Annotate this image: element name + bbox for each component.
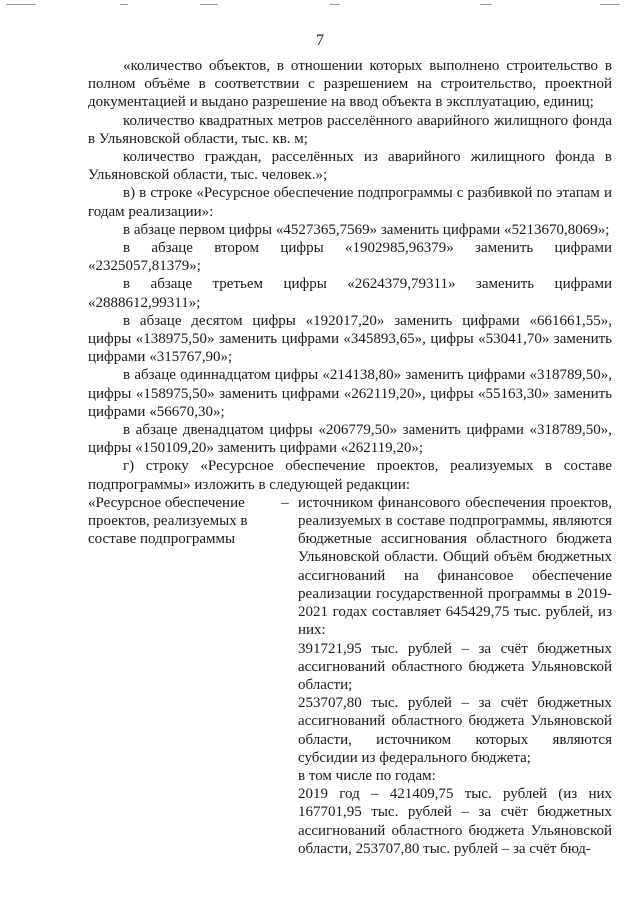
- table-right-paragraph: источником финансового обеспечения проектов, реализуемых в составе подпрограммы, являются бюджетные ассигнования областного бюджета Ульяновской области. Общий объём бюджетных ассигнований на финансовое обеспечение реализации государственной программы в 2019-2021 годах составляет 645429,75 тыс. рублей, из них:: [298, 494, 612, 639]
- paragraph: в абзаце первом цифры «4527365,7569» заменить цифрами «5213670,8069»;: [123, 221, 610, 238]
- document-body: [88, 57, 612, 858]
- paragraph: в) в строке «Ресурсное обеспечение подпрограммы с разбивкой по этапам и годам реализации»:: [88, 185, 612, 220]
- paragraph: «количество объектов, в отношении которых выполнено строительство в полном объёме в соответствии с разрешением на строительство, проектной документацией и выдано разрешение на ввод объекта в эксплуатацию, единиц;: [88, 58, 612, 111]
- table-dash: –: [281, 494, 289, 511]
- paragraph: г) строку «Ресурсное обеспечение проектов, реализуемых в составе подпрограммы» изложить в следующей редакции:: [88, 458, 612, 493]
- page-number: 7: [316, 32, 324, 49]
- paragraph: количество квадратных метров расселённого аварийного жилищного фонда в Ульяновской области, тыс. кв. м;: [88, 112, 612, 147]
- table-right-paragraph: 391721,95 тыс. рублей – за счёт бюджетных ассигнований областного бюджета Ульяновской области;: [298, 640, 612, 693]
- scan-artifact: [0, 0, 640, 12]
- paragraph: в абзаце одиннадцатом цифры «214138,80» заменить цифрами «318789,50», цифры «158975,50» заменить цифрами «262119,20», цифры «55163,30» заменить цифрами «56670,30»;: [88, 367, 612, 420]
- table-right-cell: [298, 494, 612, 858]
- paragraph: в абзаце втором цифры «1902985,96379» заменить цифрами «2325057,81379»;: [88, 240, 612, 275]
- table-right-paragraph: в том числе по годам:: [298, 767, 436, 784]
- table-right-paragraph: 253707,80 тыс. рублей – за счёт бюджетных ассигнований областного бюджета Ульяновской области, источником которых являются субсидии из федерального бюджета;: [298, 695, 612, 766]
- table-left-cell: «Ресурсное обеспечение проектов, реализуемых в составе подпрограммы: [88, 494, 248, 548]
- paragraph: в абзаце двенадцатом цифры «206779,50» заменить цифрами «318789,50», цифры «150109,20» заменить цифрами «262119,20»;: [88, 422, 612, 457]
- paragraph: в абзаце третьем цифры «2624379,79311» заменить цифрами «2888612,99311»;: [88, 276, 612, 311]
- paragraph: в абзаце десятом цифры «192017,20» заменить цифрами «661661,55», цифры «138975,50» заменить цифрами «345893,65», цифры «53041,70» заменить цифрами «315767,90»;: [88, 312, 612, 366]
- table-right-paragraph: 2019 год – 421409,75 тыс. рублей (из них 167701,95 тыс. рублей – за счёт бюджетных ассигнований областного бюджета Ульяновской области, 253707,80 тыс. рублей – за счёт бюд-: [298, 786, 612, 857]
- resource-table: [88, 494, 612, 858]
- paragraph: количество граждан, расселённых из аварийного жилищного фонда в Ульяновской области, тыс. человек.»;: [88, 149, 612, 184]
